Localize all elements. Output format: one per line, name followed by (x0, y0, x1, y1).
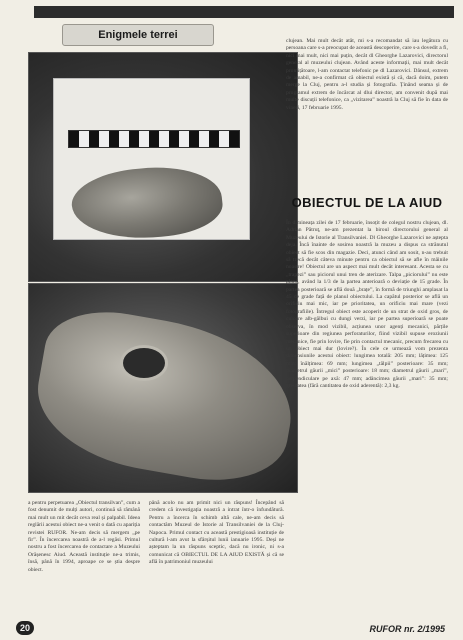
page-number: 20 (16, 621, 34, 635)
scale-ruler (68, 130, 240, 148)
right-column-top-text: clujean. Mai mult decât atât, mi s-a recomandat să iau legătura cu persoana care s-a preocupat de această descoperire, care s-a dovedit a fi, nici mai mult, nici mai puțin, decât dl Gheorghe Lazarovici, directorul general al muzeului clujean. Având aceste informații, mai mult decât promițătoare, l-am contactat telefonic pe dl Lazarovici. Dânsul, extrem de amabil, ne-a confirmat că obiectul există și că, dacă doim, putem merge la Cluj, pentru a-l studia și fotografia. Ținând seama și de programul extrem de încărcat al dlui director, am convenit după mai multe discuții telefonice, ca „vizitarea” noastră la Cluj să fie în data de vineri, 17 februarie 1995. (286, 38, 448, 111)
left-bottom-text: a pentru perpetuarea „Obiectul transilvan”, cum a fost denumit de mulți autori, continuă să rămână mai mult un mit decât ceva real și palpabil. Ideea reglării acestui obiect ne-a venit o dată cu apariția revistei RUFOR. Ne-am decis să mergem „pe fir”. În încercarea noastră de a-l regăsi. Primul nostru a fost încercarea de contactare a Muzeului Orășenesc Aiud. Această instituție ne-a trimis, însă, până în 1994, aproape ce se știa despre obiect. (28, 500, 140, 573)
left-bottom-column (28, 500, 140, 574)
mid-bottom-text: până acolo nu am primit nici un răspuns! Începând să credem că investigația noastră a intrat într-o înfundătură. Pentru a încerca în schimb altă cale, ne-am decis să contactăm Muzeul de Istorie al Transilvaniei de la Cluj-Napoca. Primul contact cu această prestigioasă instituție de cultură l-am avut la sfârșitul lunii ianuarie 1995. Deși ne așteptam la un răspuns sceptic, dacă nu ironic, ni s-a comunicat că OBIECTUL DE LA AIUD EXISTĂ și că se află în patrimoniul muzeului (149, 500, 284, 566)
header-band (34, 6, 454, 18)
right-column-body-text: În dimineața zilei de 17 februarie, însoțit de colegul nostru clujean, dl. Adrian Pătruț, ne-am prezentat la biroul directorului general al Muzeului de Istorie al Transilvaniei. Dl Gheorghe Lazarovici ne aștepta deja. Încă înainte de sosirea noastră la muzeu a dispus ca strănutul obiect să fie scos din magazie. Deci, atunci când am sosit, n-au trebuit să trecă decât câteva minute pentru ca obiectul să se afle în mâinile noastre! Obiectul are un aspect mai mult decât interesant. Acesta se cu „trapezi” sau piciorul unui tren de aterizare. Talpa „piciorului” nu este plană, având la 1/3 de la partea anterioară o deviație de 15 grade. În partea posterioară se află două „brațe”, în formă de triunghi amplasat la 45 de grade față de planul obiectului. La capătul posterior se află un orificiu mai mic, iar pe prioritatea, un orificiu mai mare (vezi fotografiile). Întregul obiect este acoperit de un strat de oxid gros, de culoare alb-gălbui cu dungi verzi, iar pe partea superioară se poate observa, în mod vizibil, acțiunea unor agenți mecanici, părțile superioare din regiunea perforaturilor, fiind vizibil supuse eroziunii mecanice, fie prin lovire, fie prin contactul mecanic, precum frecarea cu un obiect mai dur (lovire?). În cele ce urmează vom prezenta dimensiunile acestui obiect: lungimea totală: 205 mm; lățimea: 125 mm; înălțimea: 69 mm; lungimea „tălpii” posterioare: 35 mm; diametrul găurii „mici” posterioare: 18 mm; diametrul găurii „mari”, perpendiculare pe axă: 47 mm; adâncimea găurii „mari”: 35 mm; greutatea (fără cantitatea de oxid aderentă): 2,3 kg. (286, 220, 448, 389)
mid-bottom-column (149, 500, 284, 567)
right-column-body (286, 220, 448, 390)
article-title: OBIECTUL DE LA AIUD (291, 195, 443, 210)
magazine-footer: RUFOR nr. 2/1995 (369, 624, 445, 634)
artifact-hole (120, 345, 168, 381)
section-title: Enigmele terrei (62, 24, 214, 46)
right-column (286, 38, 448, 112)
